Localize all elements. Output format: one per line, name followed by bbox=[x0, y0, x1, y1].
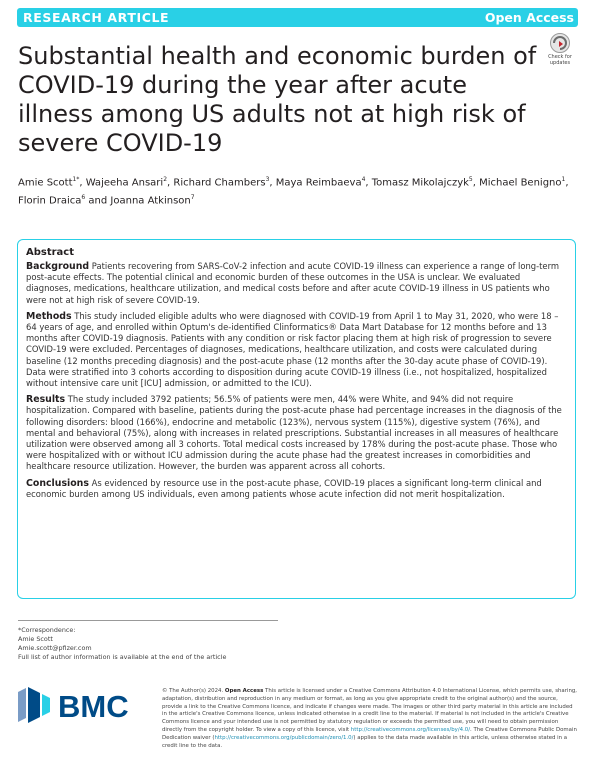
license-text bbox=[162, 688, 578, 750]
correspondence-label: *Correspondence: bbox=[18, 626, 76, 634]
correspondence-footnote bbox=[18, 620, 278, 662]
abstract-box bbox=[17, 239, 576, 599]
section-text: The study included 3792 patients; 56.5% of patients were men, 44% were White, and 94% did not require hospitalization. Compared with baseline, patients during the post-acute phase had percentage increases in the diagnosis of the following disorders: blood (166%), endocrine and metabolic (123%), nervous system (115%), digestive system (76%), and mental and behavioral (75%), along with increases in related prescriptions. Substantial increases in all measures of healthcare utilization were observed among all 3 cohorts. Total medical costs increased by 178% during the post-acute phase. Those who were hospitalized with or without ICU admission during the acute phase had the greatest increases in comorbidities and healthcare resource utilization. However, the burden was apparent across all cohorts. bbox=[26, 394, 562, 472]
license-text-3: ) applies to the data made available in this article, unless otherwise stated in a credit line to the data. bbox=[162, 734, 568, 749]
author-affiliation: 4 bbox=[361, 176, 366, 183]
section-label: Conclusions bbox=[26, 477, 89, 489]
author-name: Michael Benigno bbox=[479, 177, 562, 189]
article-type-label: RESEARCH ARTICLE bbox=[23, 10, 170, 25]
check-updates-icon bbox=[543, 32, 577, 54]
author-name: Joanna Atkinson bbox=[110, 195, 191, 207]
section-text: This study included eligible adults who were diagnosed with COVID-19 from April 1 to May 31, 2020, who were 18 – 64 years of age, and enrolled within Optum's de-identified Clinformatics® Data Mart Database for 12 months before and 13 months after COVID-19 diagnosis. Patients with any condition or risk factor placing them at high risk of progression to severe COVID-19 were excluded. Percentages of diagnoses, medications, healthcare utilization, and costs were calculated during baseline (12 months preceding diagnosis) and the post-acute phase (12 months after the 30-day acute phase of COVID-19). Data were stratified into 3 cohorts according to disposition during acute COVID-19 illness (i.e., not hospitalized, hospitalized without intensive care unit [ICU] admission, or admitted to the ICU). bbox=[26, 310, 559, 389]
abstract-results bbox=[26, 394, 567, 472]
author-name: Richard Chambers bbox=[173, 177, 266, 189]
article-type-bar bbox=[17, 8, 578, 27]
abstract-methods bbox=[26, 311, 567, 389]
section-label: Methods bbox=[26, 310, 72, 322]
article-title: Substantial health and economic burden of COVID-19 during the year after acute illness among US adults not at high risk of severe COVID-19 bbox=[18, 42, 537, 157]
license-link-cc-by[interactable]: http://creativecommons.org/licenses/by/4.0/ bbox=[350, 726, 471, 733]
abstract-background bbox=[26, 261, 567, 306]
check-updates-line1: Check for bbox=[548, 54, 572, 60]
license-text-2: . The Creative Commons Public Domain Dedication waiver ( bbox=[162, 726, 577, 741]
abstract-conclusions bbox=[26, 478, 567, 500]
bmc-logo-text: BMC bbox=[58, 689, 129, 723]
author-affiliation: 6 bbox=[81, 194, 86, 202]
author-info-note: Full list of author information is available at the end of the article bbox=[18, 653, 227, 661]
check-updates-line2: updates bbox=[549, 60, 571, 66]
author-name: Maya Reimbaeva bbox=[275, 177, 362, 189]
open-access-label: Open Access bbox=[484, 10, 574, 25]
author-affiliation: 3 bbox=[265, 176, 270, 183]
open-access-bold: Open Access bbox=[224, 688, 264, 694]
bmc-logo bbox=[18, 687, 146, 723]
author-name: Wajeeha Ansari bbox=[85, 177, 164, 189]
section-label: Results bbox=[26, 394, 66, 406]
author-name: Amie Scott bbox=[18, 177, 73, 189]
abstract-heading: Abstract bbox=[26, 247, 75, 258]
author-list: Amie Scott$^{1*}$, Wajeeha Ansari$^2$, Richard Chambers$^3$, Maya Reimbaeva$^4$, Tomasz Mikolajczyk$^5$, Michael Benigno$^1$, Florin Draica$^6$ and Joanna Atkinson$^7$ bbox=[18, 176, 569, 207]
correspondence-email[interactable]: Amie.scott@pfizer.com bbox=[18, 644, 92, 652]
author-affiliation: 5 bbox=[468, 176, 473, 183]
author-name: Florin Draica bbox=[18, 195, 82, 207]
author-affiliation: 1* bbox=[72, 176, 80, 183]
license-text-1: This article is licensed under a Creative Commons Attribution 4.0 International License, which permits use, sharing, adaptation, distribution and reproduction in any medium or format, as long as you give appropriate credit to the original author(s) and the source, provide a link to the Creative Commons licence, and indicate if changes were made. The images or other third party material in this article are included in the article's Creative Commons licence, unless indicated otherwise in a credit line to the material. If material is not included in the article's Creative Commons licence and your intended use is not permitted by statutory regulation or exceeds the permitted use, you will need to obtain permission directly from the copyright holder. To view a copy of this licence, visit bbox=[162, 688, 577, 733]
section-text: As evidenced by resource use in the post-acute phase, COVID-19 places a significant long-term clinical and economic burden among US individuals, even among patients whose acute infection did not merit hospitalization. bbox=[26, 477, 542, 499]
copyright: © The Author(s) 2024. bbox=[162, 688, 224, 694]
section-text: Patients recovering from SARS-CoV-2 infection and acute COVID-19 illness can experience a range of long-term post-acute effects. The potential clinical and economic burden of these outcomes in the USA is unclear. We evaluated diagnoses, medications, healthcare utilization, and medical costs before and after acute COVID-19 illness in US patients who were not at high risk of severe COVID-19. bbox=[26, 261, 560, 305]
correspondence-name: Amie Scott bbox=[18, 635, 53, 643]
license-link-cc0[interactable]: http://creativecommons.org/publicdomain/zero/1.0/ bbox=[214, 734, 354, 741]
author-affiliation: 2 bbox=[163, 176, 168, 183]
check-for-updates-badge[interactable] bbox=[543, 32, 577, 68]
section-label: Background bbox=[26, 261, 90, 272]
author-name: Tomasz Mikolajczyk bbox=[371, 177, 469, 189]
author-affiliation: 1 bbox=[561, 176, 566, 183]
author-affiliation: 7 bbox=[190, 194, 195, 202]
